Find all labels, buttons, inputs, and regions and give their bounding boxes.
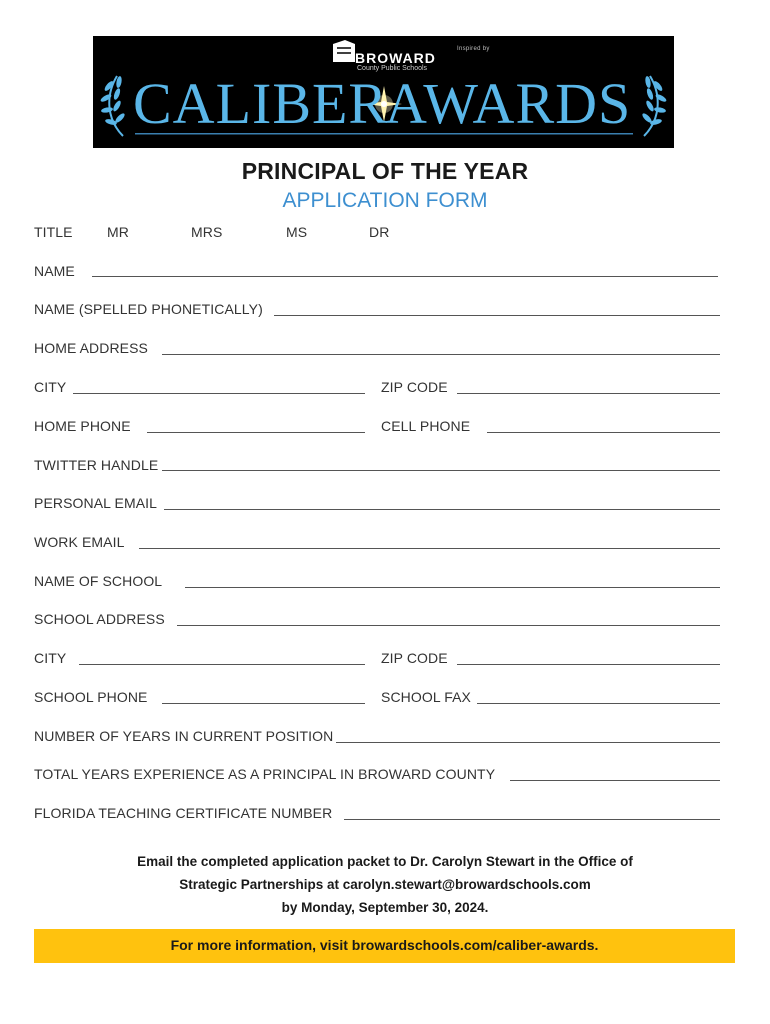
zip-label: ZIP CODE bbox=[381, 379, 448, 395]
submission-note-line2: Strategic Partnerships at carolyn.stewart@browardschools.com bbox=[179, 877, 591, 892]
name-field[interactable] bbox=[92, 276, 718, 277]
school-fax-field[interactable] bbox=[477, 703, 720, 704]
page-subtitle: APPLICATION FORM bbox=[282, 189, 488, 212]
school-phone-field[interactable] bbox=[162, 703, 365, 704]
city-label: CITY bbox=[34, 379, 67, 395]
school-name-field[interactable] bbox=[185, 587, 720, 588]
info-bar bbox=[34, 929, 735, 963]
home-phone-field[interactable] bbox=[147, 432, 365, 433]
school-address-label: SCHOOL ADDRESS bbox=[34, 611, 165, 627]
personal-email-field[interactable] bbox=[164, 509, 720, 510]
title-option-mr[interactable]: MR bbox=[107, 224, 129, 240]
title-option-ms[interactable]: MS bbox=[286, 224, 308, 240]
title-label: TITLE bbox=[34, 224, 73, 240]
page-title: PRINCIPAL OF THE YEAR bbox=[241, 158, 529, 184]
broward-logo-icon bbox=[333, 40, 355, 62]
home-address-label: HOME ADDRESS bbox=[34, 340, 148, 356]
name-label: NAME bbox=[34, 263, 75, 279]
name-phonetic-label: NAME (SPELLED PHONETICALLY) bbox=[34, 301, 263, 317]
award-word-caliber: CALIBER bbox=[133, 71, 389, 136]
years-position-field[interactable] bbox=[336, 742, 720, 743]
school-fax-label: SCHOOL FAX bbox=[381, 689, 471, 705]
school-city-label: CITY bbox=[34, 650, 67, 666]
cell-phone-field[interactable] bbox=[487, 432, 720, 433]
work-email-field[interactable] bbox=[139, 548, 720, 549]
home-address-field[interactable] bbox=[162, 354, 720, 355]
twitter-label: TWITTER HANDLE bbox=[34, 457, 159, 473]
name-phonetic-field[interactable] bbox=[274, 315, 720, 316]
work-email-label: WORK EMAIL bbox=[34, 534, 125, 550]
award-word-awards: AWARDS bbox=[385, 71, 632, 136]
left-laurel-icon bbox=[100, 76, 126, 136]
cell-phone-label: CELL PHONE bbox=[381, 418, 471, 434]
brand-subtitle: County Public Schools bbox=[357, 65, 428, 72]
zip-field[interactable] bbox=[457, 393, 720, 394]
school-zip-label: ZIP CODE bbox=[381, 650, 448, 666]
title-option-mrs[interactable]: MRS bbox=[191, 224, 223, 240]
certificate-label: FLORIDA TEACHING CERTIFICATE NUMBER bbox=[34, 805, 333, 821]
years-experience-field[interactable] bbox=[510, 780, 720, 781]
submission-note-line3: by Monday, September 30, 2024. bbox=[281, 900, 489, 915]
years-experience-label: TOTAL YEARS EXPERIENCE AS A PRINCIPAL IN BROWARD COUNTY bbox=[34, 766, 496, 782]
city-field[interactable] bbox=[73, 393, 365, 394]
title-option-dr[interactable]: DR bbox=[369, 224, 390, 240]
school-name-label: NAME OF SCHOOL bbox=[34, 573, 163, 589]
home-phone-label: HOME PHONE bbox=[34, 418, 131, 434]
right-laurel-icon bbox=[641, 76, 667, 136]
submission-note-line1: Email the completed application packet to Dr. Carolyn Stewart in the Office of bbox=[137, 854, 633, 869]
brand-tagline: Inspired by bbox=[457, 46, 490, 52]
info-link-text[interactable]: For more information, visit browardschools.com/caliber-awards. bbox=[170, 937, 599, 953]
caliber-awards-banner bbox=[93, 36, 674, 148]
twitter-field[interactable] bbox=[162, 470, 720, 471]
certificate-field[interactable] bbox=[344, 819, 720, 820]
school-zip-field[interactable] bbox=[457, 664, 720, 665]
school-address-field[interactable] bbox=[177, 625, 720, 626]
years-position-label: NUMBER OF YEARS IN CURRENT POSITION bbox=[34, 728, 334, 744]
school-phone-label: SCHOOL PHONE bbox=[34, 689, 148, 705]
personal-email-label: PERSONAL EMAIL bbox=[34, 495, 158, 511]
brand-name: BROWARD bbox=[355, 50, 436, 66]
school-city-field[interactable] bbox=[79, 664, 365, 665]
